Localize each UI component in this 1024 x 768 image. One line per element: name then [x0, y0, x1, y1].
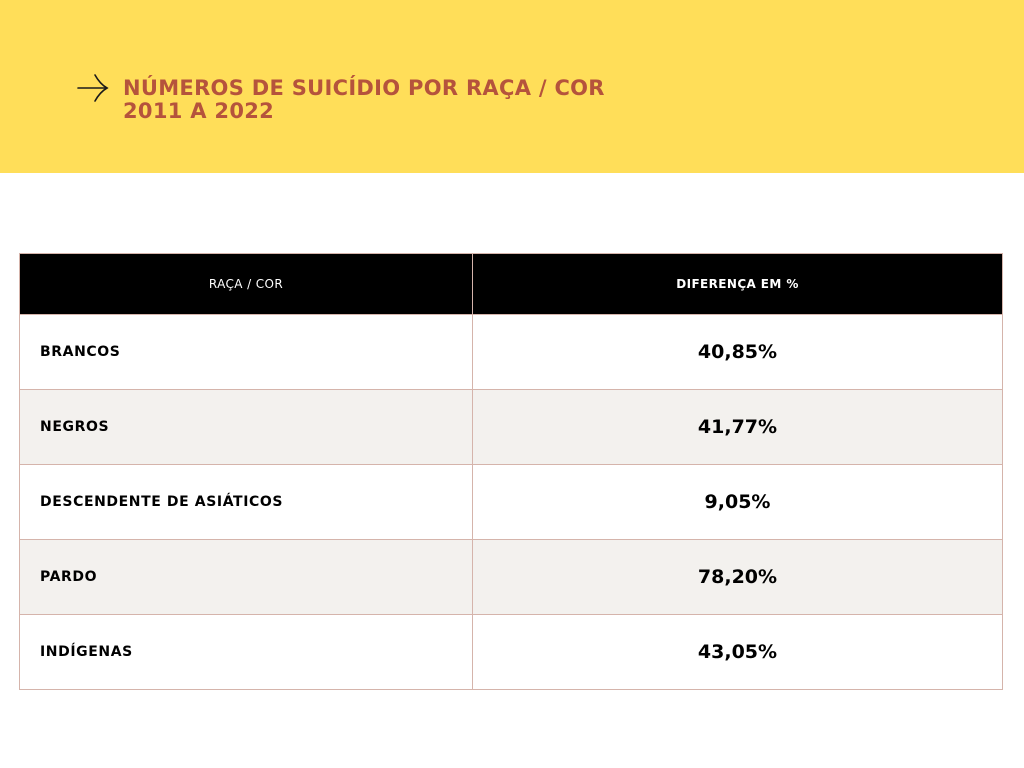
- row-label: NEGROS: [20, 390, 473, 465]
- table-row: [20, 465, 1003, 540]
- table-row: [20, 390, 1003, 465]
- row-label: BRANCOS: [20, 315, 473, 390]
- header-banner: [0, 0, 1024, 173]
- row-label: INDÍGENAS: [20, 615, 473, 690]
- row-value: 40,85%: [473, 315, 1003, 390]
- title-line-2: 2011 A 2022: [123, 99, 275, 123]
- table-row: [20, 540, 1003, 615]
- row-label: PARDO: [20, 540, 473, 615]
- column-header-difference: DIFERENÇA EM %: [473, 254, 1003, 315]
- row-value: 78,20%: [473, 540, 1003, 615]
- title-line-1: NÚMEROS DE SUICÍDIO POR RAÇA / COR: [123, 76, 605, 100]
- table-header-row: [20, 254, 1003, 315]
- row-value: 41,77%: [473, 390, 1003, 465]
- data-table: [19, 253, 1003, 690]
- column-header-race: RAÇA / COR: [20, 254, 473, 315]
- row-value: 43,05%: [473, 615, 1003, 690]
- row-label: DESCENDENTE DE ASIÁTICOS: [20, 465, 473, 540]
- arrow-right-icon: [76, 71, 110, 105]
- page-title: [123, 77, 605, 123]
- table-row: [20, 315, 1003, 390]
- row-value: 9,05%: [473, 465, 1003, 540]
- table-row: [20, 615, 1003, 690]
